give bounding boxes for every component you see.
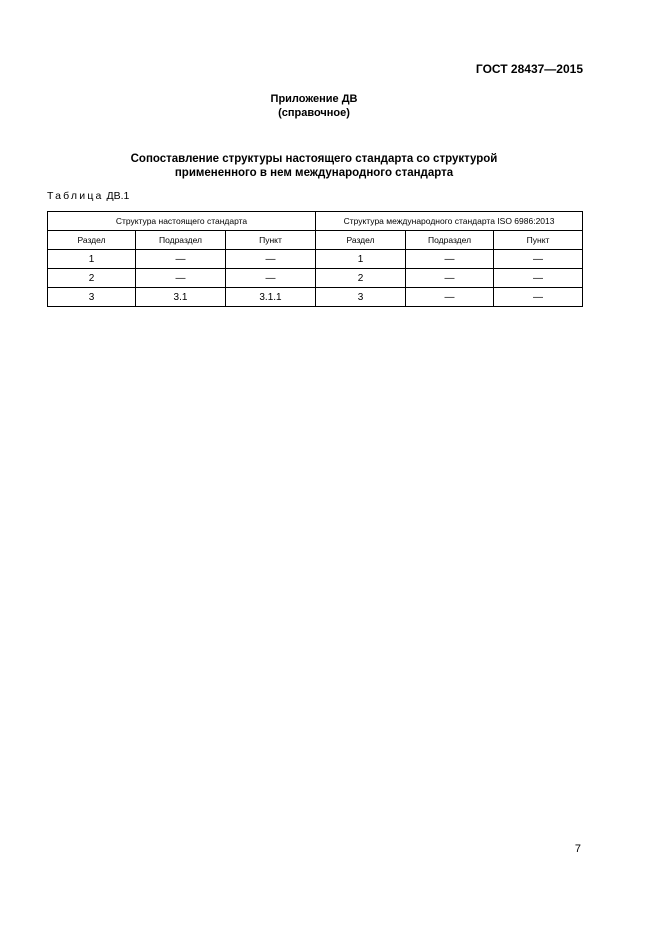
table-cell: 1 bbox=[48, 250, 136, 269]
table-caption-word: Таблица bbox=[47, 190, 104, 202]
table-cell: — bbox=[226, 250, 316, 269]
table-cell: 3.1 bbox=[136, 288, 226, 307]
table-cell: — bbox=[406, 269, 494, 288]
table-caption bbox=[47, 190, 129, 202]
table-cell: 2 bbox=[48, 269, 136, 288]
document-title bbox=[0, 152, 628, 180]
table-cell: — bbox=[494, 250, 583, 269]
table-row bbox=[48, 269, 583, 288]
document-number: ГОСТ 28437—2015 bbox=[475, 62, 583, 76]
table-group-header-row bbox=[48, 212, 583, 231]
table-row bbox=[48, 288, 583, 307]
group-header-national: Структура настоящего стандарта bbox=[48, 212, 316, 231]
annex-heading bbox=[0, 92, 628, 120]
title-line-1: Сопоставление структуры настоящего стандарта со структурой bbox=[130, 153, 498, 165]
table-cell: — bbox=[406, 250, 494, 269]
table-cell: — bbox=[226, 269, 316, 288]
table-cell: 3 bbox=[316, 288, 406, 307]
table-cell: — bbox=[136, 250, 226, 269]
table-caption-number: ДВ.1 bbox=[106, 190, 130, 202]
page-number: 7 bbox=[574, 843, 581, 855]
table-column-header-row bbox=[48, 231, 583, 250]
column-header: Пункт bbox=[226, 231, 316, 250]
annex-type: (справочное) bbox=[278, 107, 350, 119]
table-cell: — bbox=[494, 269, 583, 288]
table-cell: 3.1.1 bbox=[226, 288, 316, 307]
table-cell: — bbox=[136, 269, 226, 288]
table-cell: 1 bbox=[316, 250, 406, 269]
column-header: Подраздел bbox=[136, 231, 226, 250]
column-header: Раздел bbox=[316, 231, 406, 250]
title-line-2: примененного в нем международного стандарта bbox=[174, 167, 454, 179]
table-row bbox=[48, 250, 583, 269]
group-header-international: Структура международного стандарта ISO 6986:2013 bbox=[316, 212, 583, 231]
column-header: Раздел bbox=[48, 231, 136, 250]
table-cell: 2 bbox=[316, 269, 406, 288]
column-header: Подраздел bbox=[406, 231, 494, 250]
annex-title: Приложение ДВ bbox=[270, 93, 358, 105]
structure-comparison-table bbox=[47, 211, 583, 307]
table-cell: — bbox=[494, 288, 583, 307]
table-cell: 3 bbox=[48, 288, 136, 307]
table-cell: — bbox=[406, 288, 494, 307]
column-header: Пункт bbox=[494, 231, 583, 250]
